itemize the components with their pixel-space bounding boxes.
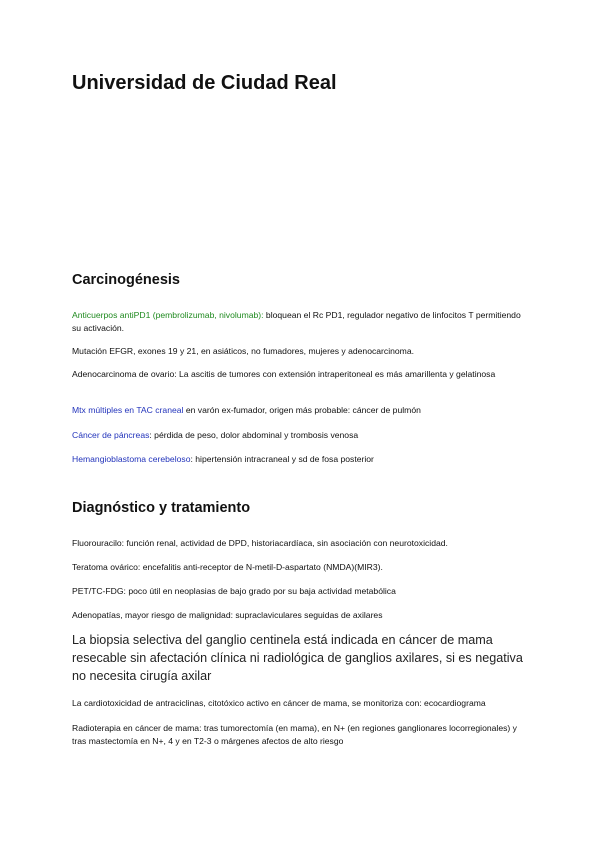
highlight-term: Cáncer de páncreas: [72, 430, 150, 440]
item-text: La cardiotoxicidad de antraciclinas, citotóxico activo en cáncer de mama, se monitoriza con: ecocardiograma: [72, 698, 486, 708]
highlight-term: Mtx múltiples en TAC craneal: [72, 405, 184, 415]
list-item: [72, 368, 524, 381]
list-item: [72, 404, 524, 417]
item-text: PET/TC-FDG: poco útil en neoplasias de bajo grado por su baja actividad metabólica: [72, 586, 396, 596]
item-text: Adenopatías, mayor riesgo de malignidad: supraclaviculares seguidas de axilares: [72, 610, 383, 620]
page-title: Universidad de Ciudad Real: [72, 72, 337, 94]
list-item-highlight: [72, 631, 528, 685]
item-text: La biopsia selectiva del ganglio centinela está indicada en cáncer de mama resecable sin afectación clínica ni radiológica de ganglios axilares, si es negativa no necesita cirugía axilar: [72, 633, 523, 683]
list-item: [72, 345, 524, 358]
item-text: Adenocarcinoma de ovario: La ascitis de tumores con extensión intraperitoneal es más amarillenta y gelatinosa: [72, 369, 496, 379]
list-item: [72, 722, 524, 747]
highlight-term: Anticuerpos antiPD1 (pembrolizumab, nivolumab):: [72, 310, 264, 320]
highlight-term: Hemangioblastoma cerebeloso: [72, 454, 191, 464]
list-item: [72, 453, 524, 466]
section-heading-diagnostico: Diagnóstico y tratamiento: [72, 500, 251, 516]
list-item: [72, 585, 524, 598]
item-text: : hipertensión intracraneal y sd de fosa posterior: [190, 454, 374, 464]
list-item: [72, 309, 524, 334]
item-text: en varón ex-fumador, origen más probable: cáncer de pulmón: [183, 405, 421, 415]
section-heading-carcinogenesis: Carcinogénesis: [72, 272, 180, 288]
item-text: Mutación EFGR, exones 19 y 21, en asiáticos, no fumadores, mujeres y adenocarcinoma.: [72, 346, 415, 356]
list-item: [72, 429, 524, 442]
item-text: Radioterapia en cáncer de mama: tras tumorectomía (en mama), en N+ (en regiones ganglionares locorregionales) y tras mastectomía en N+, 4 y en T2-3 o márgenes afectos de alto riesgo: [72, 723, 517, 746]
list-item: [72, 561, 524, 574]
list-item: [72, 609, 524, 622]
item-text: Teratoma ovárico: encefalitis anti-receptor de N-metil-D-aspartato (NMDA)(MIR3).: [72, 562, 383, 572]
list-item: [72, 537, 524, 550]
item-text: Fluorouracilo: función renal, actividad de DPD, historiacardíaca, sin asociación con neurotoxicidad.: [72, 538, 448, 548]
item-text: bloquean el Rc PD1, regulador negativo de linfocitos T permitiendo su activación.: [72, 310, 521, 333]
item-text: : pérdida de peso, dolor abdominal y trombosis venosa: [149, 430, 359, 440]
list-item: [72, 697, 524, 710]
